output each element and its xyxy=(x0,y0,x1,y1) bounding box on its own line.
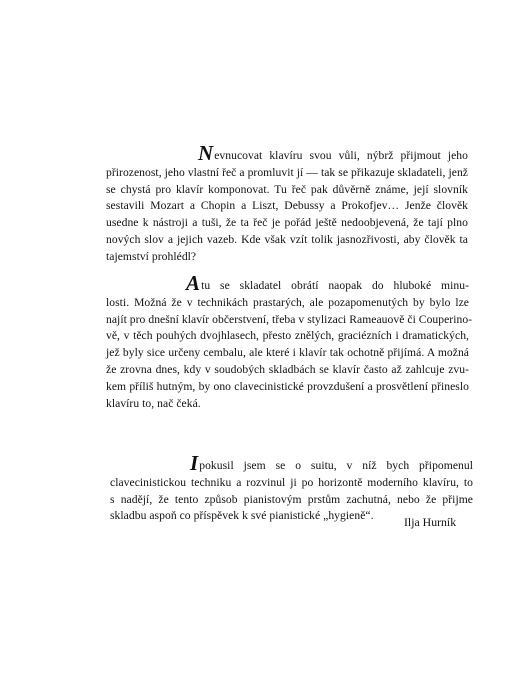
paragraph-line: tajemství prohlédl? xyxy=(106,249,197,263)
paragraph-line: nových slov a jejich vazeb. Kde však vzít tolik jasnozřivosti, aby člověk ta xyxy=(106,232,468,246)
paragraph-line: se chystá pro klavír komponovat. Tu řeč pak důvěrně známe, její slovník xyxy=(106,182,468,196)
paragraph-line: sestavili Mozart a Chopin a Liszt, Debussy a Prokofjev… Jenže člověk xyxy=(106,199,468,213)
drop-cap-initial: N xyxy=(198,141,214,165)
paragraph-line: vě, v těch pouhých dvojhlasech, přesto znělých, graciézních i dramatických, xyxy=(106,329,469,343)
line-text: pokusil jsem se o suitu, v níž bych připomenul xyxy=(199,459,473,472)
paragraph-line: clavecinistickou techniku a rozvinul ji po horizontě moderního klavíru, to xyxy=(110,475,473,489)
paragraph-line: přirozenost, jeho vlastní řeč a promluvit jí — tak se přikazuje skladateli, jenž xyxy=(106,165,468,179)
paragraph-line: skladbu aspoň co příspěvek k své pianistické „hygieně“. xyxy=(110,509,374,523)
paragraph-line: najít pro dnešní klavír občerstvení, třeba v stylizaci Rameauově či Couperino- xyxy=(106,312,473,326)
paragraph-line: klavíru to, nač čeká. xyxy=(106,396,201,410)
paragraph-line xyxy=(106,141,468,165)
paragraph-line: kem příliš hutným, by ono clavecinistické provzdušení a prosvětlení přineslo xyxy=(106,379,469,393)
line-text: tu se skladatel obrátí naopak do hluboké minu- xyxy=(201,279,469,292)
author-signature: Ilja Hurník xyxy=(404,515,457,529)
paragraph-line: jež byly sice určeny cembalu, ale které i klavír tak ochotně přijímá. A možná xyxy=(106,346,469,360)
line-text: evnucovat klavíru svou vůli, nýbrž přijmout jeho xyxy=(214,149,468,162)
paragraph-2 xyxy=(106,271,473,412)
paragraph-line: losti. Možná že v technikách prastarých, ale pozapomenutých by bylo lze xyxy=(106,295,469,309)
paragraph-1 xyxy=(106,141,468,266)
paragraph-line: s nadějí, že tento způsob pianistovým prstům zachutná, nebo že přijme xyxy=(110,492,473,506)
paragraph-line: že zrovna dnes, kdy v soudobých skladbách se klavír často až zahlcuje zvu- xyxy=(106,362,469,376)
paragraph-line xyxy=(106,271,469,295)
drop-cap-initial: I xyxy=(190,451,199,475)
paragraph-line xyxy=(110,451,473,475)
paragraph-line: usedne k nástroji a tuši, že ta řeč je pořád ještě nedoobjevená, že tají plno xyxy=(106,216,468,230)
drop-cap-initial: A xyxy=(186,271,201,295)
